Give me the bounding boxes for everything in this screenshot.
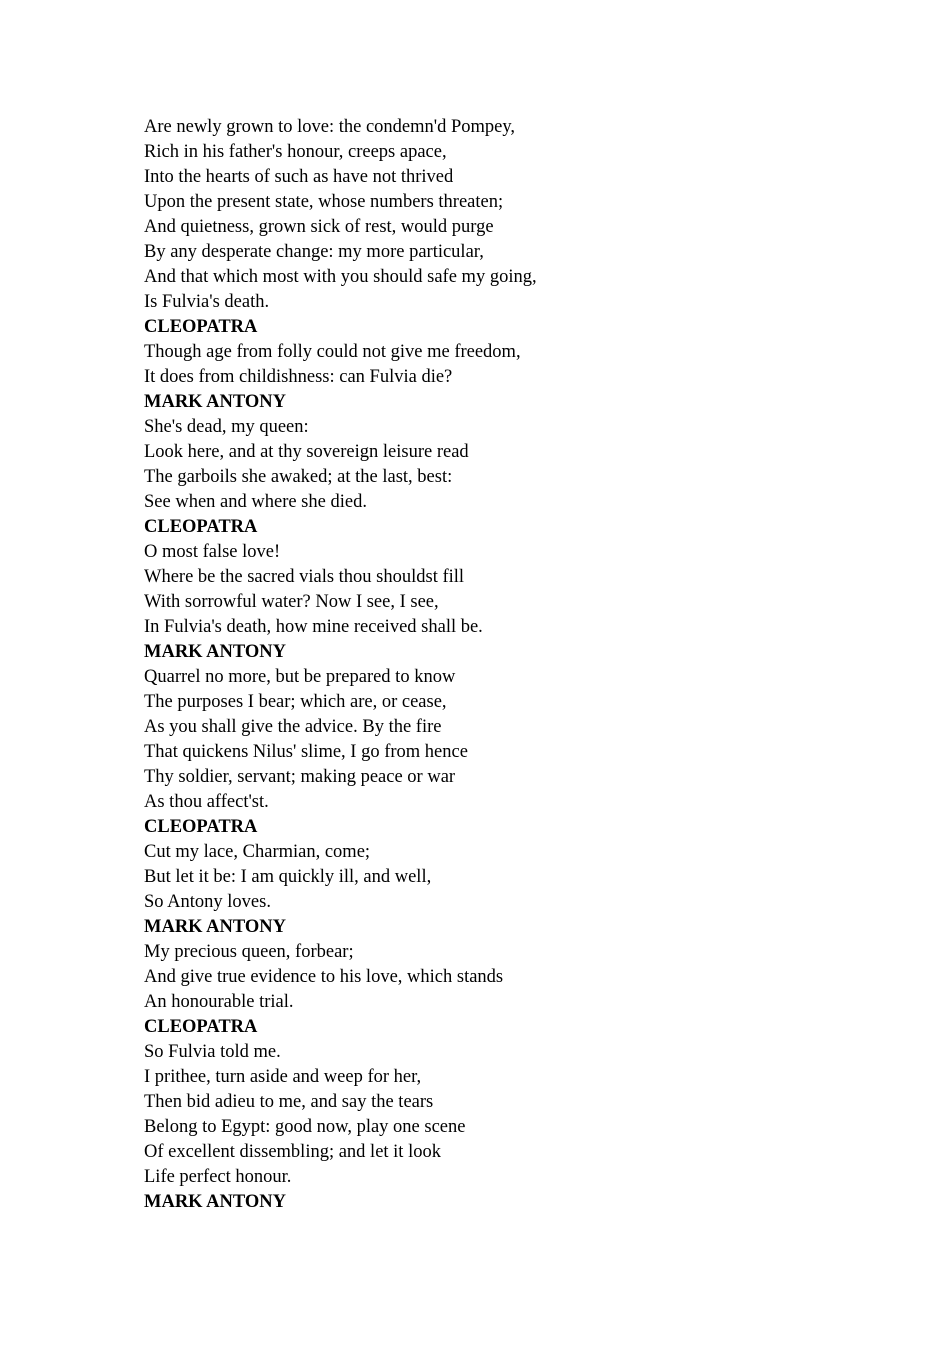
speaker-name: MARK ANTONY <box>144 642 287 662</box>
dialogue-line: Into the hearts of such as have not thrived <box>144 167 454 187</box>
dialogue-line: The purposes I bear; which are, or cease, <box>144 692 447 712</box>
dialogue-line: With sorrowful water? Now I see, I see, <box>144 592 439 612</box>
dialogue-line: Though age from folly could not give me freedom, <box>144 342 521 362</box>
dialogue-line: Life perfect honour. <box>144 1167 292 1187</box>
dialogue-line: I prithee, turn aside and weep for her, <box>144 1067 422 1087</box>
dialogue-line: O most false love! <box>144 542 281 562</box>
speaker-name: CLEOPATRA <box>144 317 258 337</box>
dialogue-line: So Antony loves. <box>144 892 271 912</box>
dialogue-line: And give true evidence to his love, which stands <box>144 967 504 987</box>
speaker-name: MARK ANTONY <box>144 1192 287 1212</box>
dialogue-line: Is Fulvia's death. <box>144 292 270 312</box>
dialogue-line: Of excellent dissembling; and let it look <box>144 1142 441 1162</box>
dialogue-line: Cut my lace, Charmian, come; <box>144 842 371 862</box>
dialogue-line: And quietness, grown sick of rest, would purge <box>144 217 494 237</box>
dialogue-line: That quickens Nilus' slime, I go from hence <box>144 742 468 762</box>
dialogue-line: Rich in his father's honour, creeps apace, <box>144 142 447 162</box>
speaker-name: CLEOPATRA <box>144 1017 258 1037</box>
dialogue-line: And that which most with you should safe my going, <box>144 267 537 287</box>
dialogue-line: My precious queen, forbear; <box>144 942 354 962</box>
dialogue-line: Quarrel no more, but be prepared to know <box>144 667 456 687</box>
dialogue-line: The garboils she awaked; at the last, best: <box>144 467 453 487</box>
dialogue-line: Look here, and at thy sovereign leisure read <box>144 442 469 462</box>
dialogue-line: An honourable trial. <box>144 992 294 1012</box>
dialogue-line: Then bid adieu to me, and say the tears <box>144 1092 434 1112</box>
dialogue-line: Are newly grown to love: the condemn'd Pompey, <box>144 117 516 137</box>
speaker-name: MARK ANTONY <box>144 392 287 412</box>
dialogue-line: Upon the present state, whose numbers threaten; <box>144 192 504 212</box>
dialogue-line: So Fulvia told me. <box>144 1042 281 1062</box>
speaker-name: CLEOPATRA <box>144 817 258 837</box>
dialogue-line: See when and where she died. <box>144 492 367 512</box>
dialogue-line: As you shall give the advice. By the fire <box>144 717 442 737</box>
speaker-name: CLEOPATRA <box>144 517 258 537</box>
dialogue-line: Belong to Egypt: good now, play one scene <box>144 1117 466 1137</box>
dialogue-line: She's dead, my queen: <box>144 417 309 437</box>
dialogue-line: In Fulvia's death, how mine received shall be. <box>144 617 483 637</box>
play-text <box>144 115 844 1215</box>
dialogue-line: As thou affect'st. <box>144 792 269 812</box>
dialogue-line: Where be the sacred vials thou shouldst fill <box>144 567 465 587</box>
dialogue-line: But let it be: I am quickly ill, and well, <box>144 867 432 887</box>
dialogue-line: It does from childishness: can Fulvia die? <box>144 367 453 387</box>
dialogue-line: By any desperate change: my more particular, <box>144 242 484 262</box>
speaker-name: MARK ANTONY <box>144 917 287 937</box>
dialogue-line: Thy soldier, servant; making peace or war <box>144 767 456 787</box>
